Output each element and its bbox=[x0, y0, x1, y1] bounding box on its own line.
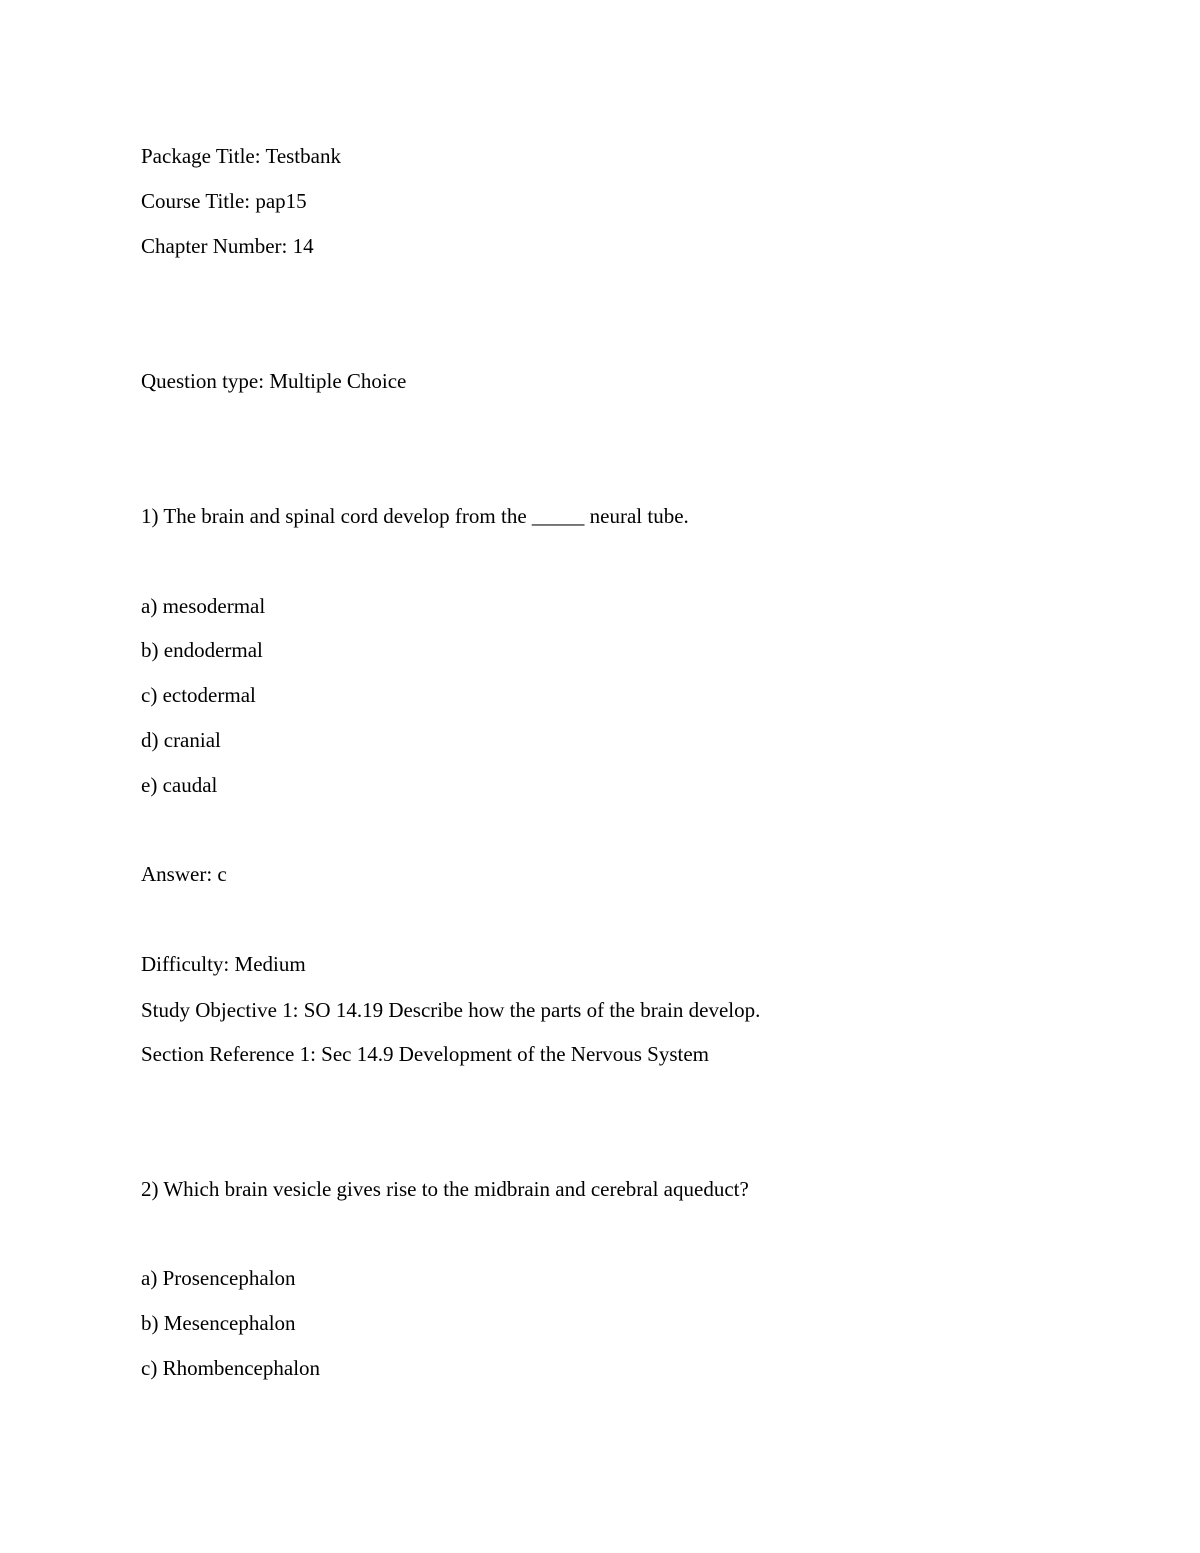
course-title: Course Title: pap15 bbox=[141, 189, 307, 213]
answer-option: d) cranial bbox=[141, 728, 221, 752]
chapter-number: Chapter Number: 14 bbox=[141, 234, 314, 258]
answer-option: a) mesodermal bbox=[141, 594, 266, 618]
question-stem: 1) The brain and spinal cord develop from the _____ neural tube. bbox=[141, 504, 689, 528]
difficulty: Difficulty: Medium bbox=[141, 952, 306, 976]
answer-option: e) caudal bbox=[141, 773, 218, 797]
answer-option: a) Prosencephalon bbox=[141, 1266, 296, 1290]
answer-option: c) Rhombencephalon bbox=[141, 1356, 321, 1380]
package-title: Package Title: Testbank bbox=[141, 144, 341, 168]
study-objective: Study Objective 1: SO 14.19 Describe how the parts of the brain develop. bbox=[141, 998, 761, 1022]
answer-key: Answer: c bbox=[141, 862, 227, 886]
answer-option: b) endodermal bbox=[141, 638, 263, 662]
question-stem: 2) Which brain vesicle gives rise to the midbrain and cerebral aqueduct? bbox=[141, 1177, 749, 1201]
section-reference: Section Reference 1: Sec 14.9 Development of the Nervous System bbox=[141, 1042, 710, 1066]
answer-option: c) ectodermal bbox=[141, 683, 256, 707]
question-type: Question type: Multiple Choice bbox=[141, 369, 407, 393]
answer-option: b) Mesencephalon bbox=[141, 1311, 296, 1335]
